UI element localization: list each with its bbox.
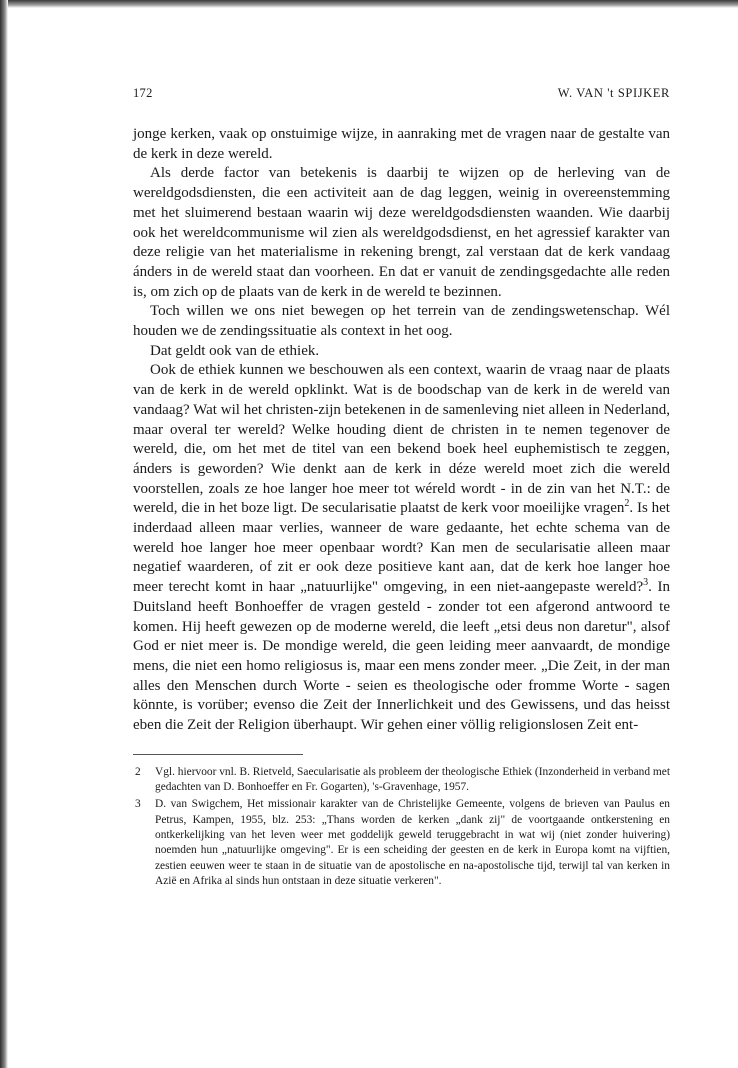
footnote [133,765,670,796]
paragraph: Dat geldt ook van de ethiek. [150,342,320,359]
paragraph-text: Ook de ethiek kunnen we beschouwen als een context, waarin de vraag naar de plaats van de kerk in de wereld opklinkt. Wat is de boodschap van de kerk in de wereld van vandaag? Wat wil het christen-zijn betekenen in de samenleving niet alleen in Nederland, maar overal ter wereld? Welke houding dient de christen in te nemen tegenover de wereld, die, om het met de titel van een bekend boek heel euphemistisch te zeggen, ánders is geworden? Wie denkt aan de kerk in déze wereld moet zich die wereld voorstellen, zoals ze hoe langer hoe meer tot wéreld wordt - in de zin van het N.T.: de wereld, die in het boze ligt. De secularisatie plaatst de kerk voor moeilijke vragen [133,362,670,517]
paragraph-text: . In Duitsland heeft Bonhoeffer de vragen gesteld - zonder tot een afgerond antwoord te komen. Hij heeft gewezen op de moderne wereld, die leeft „etsi deus non daretur", alsof God er niet meer is. De mondige wereld, die geen leiding meer aanvaardt, de mondige mens, die niet een homo religiosus is, maar een mens zonder meer. „Die Zeit, in der man alles den Menschen durch Worte - seien es theologische oder fromme Worte - sagen könnte, is vorüber; evenso die Zeit der Innerlichkeit und des Gewissens, und das heisst eben die Zeit der Religion überhaupt. Wir gehen einer völlig religionslosen Zeit ent- [133,579,670,734]
page-number: 172 [133,86,153,100]
paragraph: Toch willen we ons niet bewegen op het terrein van de zendingswetenschap. Wél houden we de zendingssituatie als context in het oog. [133,303,670,340]
paragraph-continuation: jonge kerken, vaak op onstuimige wijze, in aanraking met de vragen naar de gestalte van de kerk in deze wereld. [133,126,670,162]
body-text [133,125,670,736]
footnote-ref: 2 [624,498,630,510]
running-head-author: W. VAN 't SPIJKER [557,86,670,100]
paragraph: Als derde factor van betekenis is daarbij te wijzen op de herleving van de wereldgodsdiensten, die een activiteit aan de dag leggen, weinig in overeenstemming met het sluimerend bestaan waarin wij deze wereldgodsdiensten waanden. Wie daarbij ook het wereldcommunisme wil zien als wereldgodsdienst, en het agressief karakter van deze religie van het materialisme in rekening brengt, zal verstaan dat de kerk vandaag ánders in de wereld staat dan voorheen. En dat er vanuit de zendingsgedachte alle reden is, om zich op de plaats van de kerk in de wereld te bezinnen. [133,165,670,300]
paragraph-ethics [133,361,670,735]
footnote-separator [133,754,303,755]
running-head [133,86,670,101]
footnote-ref: 3 [643,577,649,589]
footnote-text: Vgl. hiervoor vnl. B. Rietveld, Saecularisatie als probleem der theologische Ethiek (Inzonderheid in verband met gedachten van D. Bonhoeffer en Fr. Gogarten), 's-Gravenhage, 1957. [155,765,670,794]
scan-shadow-left [0,0,8,1068]
footnote-number: 2 [135,765,141,778]
footnote-text: D. van Swigchem, Het missionair karakter van de Christelijke Gemeente, volgens de brieven van Paulus en Petrus, Kampen, 1955, blz. 253: „Thans worden de kerken „dank zij" de voortgaande ontkerstening en ontkerkelijking van het leven weer met goddelijk geweld teruggebracht in wat wij (niet zonder huivering) noemden hun „natuurlijke omgeving". Er is een scheiding der geesten en de kerk in Europa komt na vijftien, zestien eeuwen weer te staan in de situatie van de apostolische en na-apostolische tijd, terwijl tal van kerken in Azië en Afrika al sinds hun ontstaan in deze situatie verkeren". [155,798,670,887]
book-page [133,86,670,891]
paragraph-text: . Is het inderdaad alleen maar verlies, wanneer de ware gedaante, het echte schema van de wereld hoe langer hoe meer openbaar wordt? Kan men de secularisatie alleen maar negatief waarderen, of zit er ook deze positieve kant aan, dat de kerk hoe langer hoe meer terecht komt in haar „natuurlijke" omgeving, in een niet-aangepaste wereld? [133,500,670,596]
scan-shadow-top [0,0,738,8]
footnotes [133,765,670,889]
footnote [133,797,670,889]
footnote-number: 3 [135,798,141,811]
